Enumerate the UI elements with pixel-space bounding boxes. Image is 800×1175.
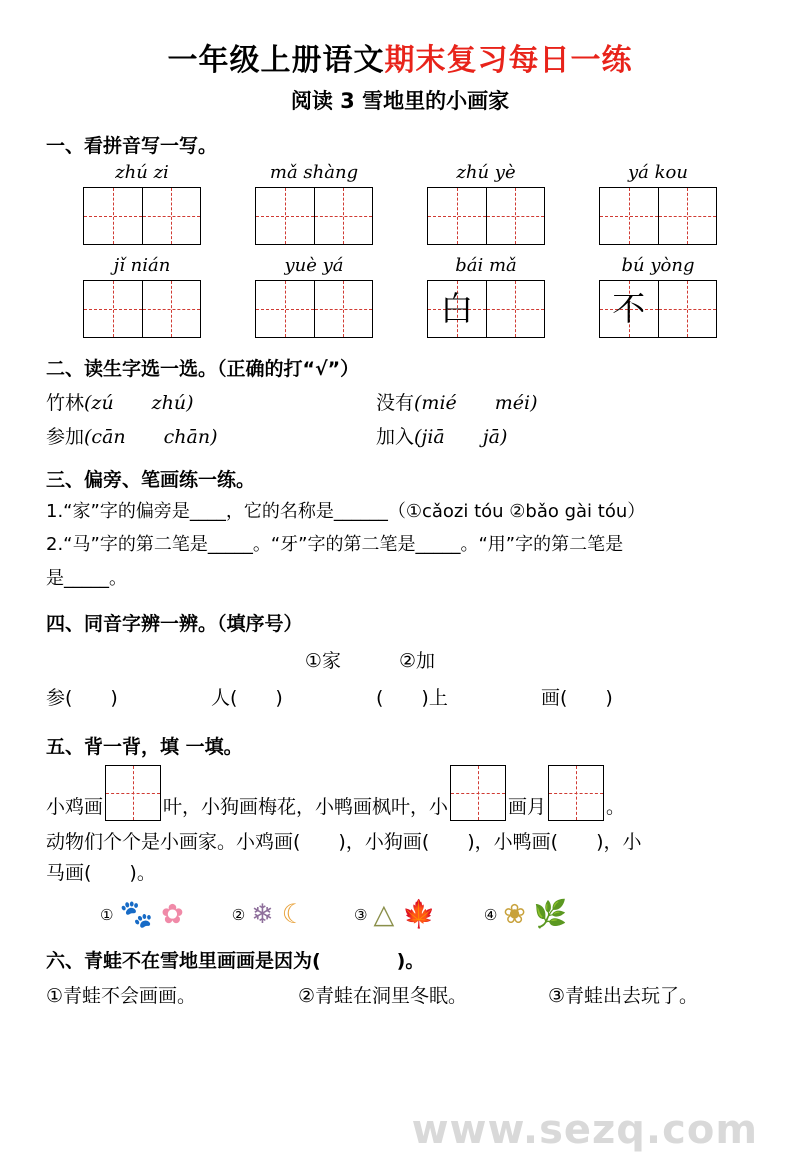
pinyin-label: mǎ shàng — [269, 161, 359, 183]
picture-options-strip — [100, 899, 800, 931]
plum-blossom-icon: ❄ — [251, 899, 274, 931]
picture-option-4[interactable] — [483, 899, 576, 931]
sentence-text-b: 叶，小狗画梅花，小鸭画枫叶，小 — [163, 796, 449, 819]
bamboo-leaf-icon: △ — [373, 899, 395, 931]
section-5-line-3[interactable]: 马画( )。 — [46, 861, 156, 884]
tianzi-cell[interactable] — [600, 188, 658, 244]
pinyin-grid-group — [572, 162, 744, 245]
tianzi-cell[interactable] — [486, 281, 545, 337]
tianzige-box[interactable] — [427, 280, 545, 338]
vocab-word: 参加 — [46, 425, 85, 448]
tianzige-box[interactable] — [255, 280, 373, 338]
option-item[interactable]: ①家 — [304, 650, 341, 673]
tianzige-box[interactable] — [427, 187, 545, 245]
section-3-line-2[interactable]: 2.“马”字的第二笔是_____。“牙”字的第二笔是_____。“用”字的第二笔是 — [46, 534, 624, 556]
leaf-icon: ❀ — [503, 899, 526, 931]
vocab-options: (cān chān) — [84, 425, 218, 448]
picture-option-2[interactable] — [231, 899, 314, 931]
vocab-choice-item[interactable] — [376, 388, 538, 415]
vocab-options: (zú zhú) — [84, 391, 194, 414]
answer-square-2[interactable] — [450, 765, 506, 821]
pinyin-grid-group — [400, 255, 572, 338]
section-4-heading: 四、同音字辨一辨。（填序号） — [46, 613, 303, 636]
vocab-choice-item[interactable] — [376, 422, 507, 449]
fill-blank-item[interactable]: 画( ) — [541, 687, 613, 710]
picture-option-number: ② — [231, 905, 246, 924]
pinyin-label: bú yòng — [621, 254, 695, 276]
section-5-sentence-row — [46, 765, 800, 821]
tianzi-char: 白 — [440, 289, 474, 328]
bamboo-sprig-icon: 🌿 — [533, 899, 568, 931]
vocab-word: 没有 — [376, 391, 415, 414]
section-5-line-2[interactable]: 动物们个个是小画家。小鸡画( )，小狗画( )，小鸭画( )，小 — [46, 831, 642, 854]
pinyin-grid-row-2 — [0, 255, 800, 338]
tianzi-cell[interactable] — [84, 281, 142, 337]
title-red-part: 期末复习每日一练 — [384, 43, 633, 78]
sentence-text-c: 画月 — [508, 796, 547, 819]
section-6-heading: 六、青蛙不在雪地里画画是因为( )。 — [46, 950, 425, 973]
tianzige-box[interactable] — [599, 280, 717, 338]
pinyin-label: bái mǎ — [455, 254, 517, 276]
pinyin-grid-group — [56, 255, 228, 338]
tianzi-char: 不 — [612, 289, 646, 328]
picture-option-number: ① — [100, 905, 114, 924]
fill-blank-item[interactable]: 人( ) — [211, 687, 283, 710]
tianzi-cell[interactable] — [142, 281, 201, 337]
tianzi-cell[interactable] — [600, 281, 658, 337]
choice-option-1[interactable]: ①青蛙不会画画。 — [46, 985, 197, 1008]
section-3-line-1[interactable]: 1.“家”字的偏旁是____，它的名称是______（①cǎozi tóu ②bǎo gài tóu） — [46, 500, 646, 522]
pinyin-grid-group — [572, 255, 744, 338]
vocab-options: (jiā jā) — [414, 425, 508, 448]
tianzi-cell[interactable] — [256, 188, 314, 244]
crescent-moon-icon: ☾ — [281, 899, 306, 931]
tianzi-cell[interactable] — [84, 188, 142, 244]
answer-square-1[interactable] — [105, 765, 161, 821]
picture-option-number: ③ — [354, 905, 368, 924]
tianzi-cell[interactable] — [314, 188, 373, 244]
sentence-text-a: 小鸡画 — [46, 796, 104, 819]
flower-icon: ✿ — [161, 899, 184, 931]
title-black-part: 一年级上册语文 — [167, 43, 385, 78]
tianzi-cell[interactable] — [142, 188, 201, 244]
vocab-choice-item[interactable] — [46, 422, 376, 449]
tianzi-cell[interactable] — [428, 281, 486, 337]
picture-option-1[interactable] — [100, 899, 192, 931]
section-2-row-1 — [46, 388, 800, 415]
tianzi-cell[interactable] — [428, 188, 486, 244]
choice-option-2[interactable]: ②青蛙在洞里冬眠。 — [298, 985, 468, 1008]
pinyin-label: yá kou — [628, 161, 688, 183]
section-4-options — [0, 646, 800, 673]
paw-print-icon: 🐾 — [119, 899, 154, 931]
tianzige-box[interactable] — [83, 280, 201, 338]
pinyin-grid-group — [400, 162, 572, 245]
watermark: www.sezq.com — [411, 1107, 758, 1153]
tianzige-box[interactable] — [599, 187, 717, 245]
vocab-choice-item[interactable] — [46, 388, 376, 415]
vocab-word: 加入 — [376, 425, 415, 448]
vocab-word: 竹林 — [46, 391, 85, 414]
picture-option-3[interactable] — [354, 899, 444, 931]
section-3-heading: 三、偏旁、笔画练一练。 — [46, 468, 256, 491]
page-title — [0, 44, 800, 79]
choice-option-3[interactable]: ③青蛙出去玩了。 — [548, 985, 699, 1008]
section-4-blank-row — [46, 683, 800, 710]
section-5-heading: 五、背一背，填 一填。 — [46, 736, 243, 759]
tianzi-cell[interactable] — [658, 188, 717, 244]
section-1-heading: 一、看拼音写一写。 — [46, 134, 218, 157]
answer-square-3[interactable] — [548, 765, 604, 821]
fill-blank-item[interactable]: 参( ) — [46, 687, 118, 710]
pinyin-label: jǐ nián — [113, 254, 171, 276]
tianzige-box[interactable] — [255, 187, 373, 245]
sentence-text-d: 。 — [606, 796, 626, 819]
pinyin-grid-row-1 — [0, 162, 800, 245]
tianzige-box[interactable] — [83, 187, 201, 245]
pinyin-label: zhú yè — [456, 161, 516, 183]
section-2-row-2 — [46, 422, 800, 449]
worksheet-page — [0, 44, 800, 1175]
tianzi-cell[interactable] — [658, 281, 717, 337]
section-3-line-3[interactable]: 是_____。 — [46, 568, 127, 590]
option-item[interactable]: ②加 — [399, 650, 436, 673]
pinyin-grid-group — [228, 162, 400, 245]
pinyin-grid-group — [228, 255, 400, 338]
fill-blank-item[interactable]: ( )上 — [376, 687, 448, 710]
pinyin-grid-group — [56, 162, 228, 245]
section-6-choices — [46, 981, 800, 1008]
tianzi-cell[interactable] — [314, 281, 373, 337]
section-2-heading: 二、读生字选一选。（正确的打“√”） — [46, 357, 360, 380]
vocab-options: (mié méi) — [414, 391, 538, 414]
tianzi-cell[interactable] — [486, 188, 545, 244]
maple-leaf-icon: 🍁 — [402, 899, 436, 931]
tianzi-cell[interactable] — [256, 281, 314, 337]
pinyin-label: yuè yá — [284, 254, 344, 276]
pinyin-label: zhú zi — [115, 161, 169, 183]
page-subtitle: 阅读 3 雪地里的小画家 — [290, 88, 510, 113]
picture-option-number: ④ — [483, 905, 498, 924]
